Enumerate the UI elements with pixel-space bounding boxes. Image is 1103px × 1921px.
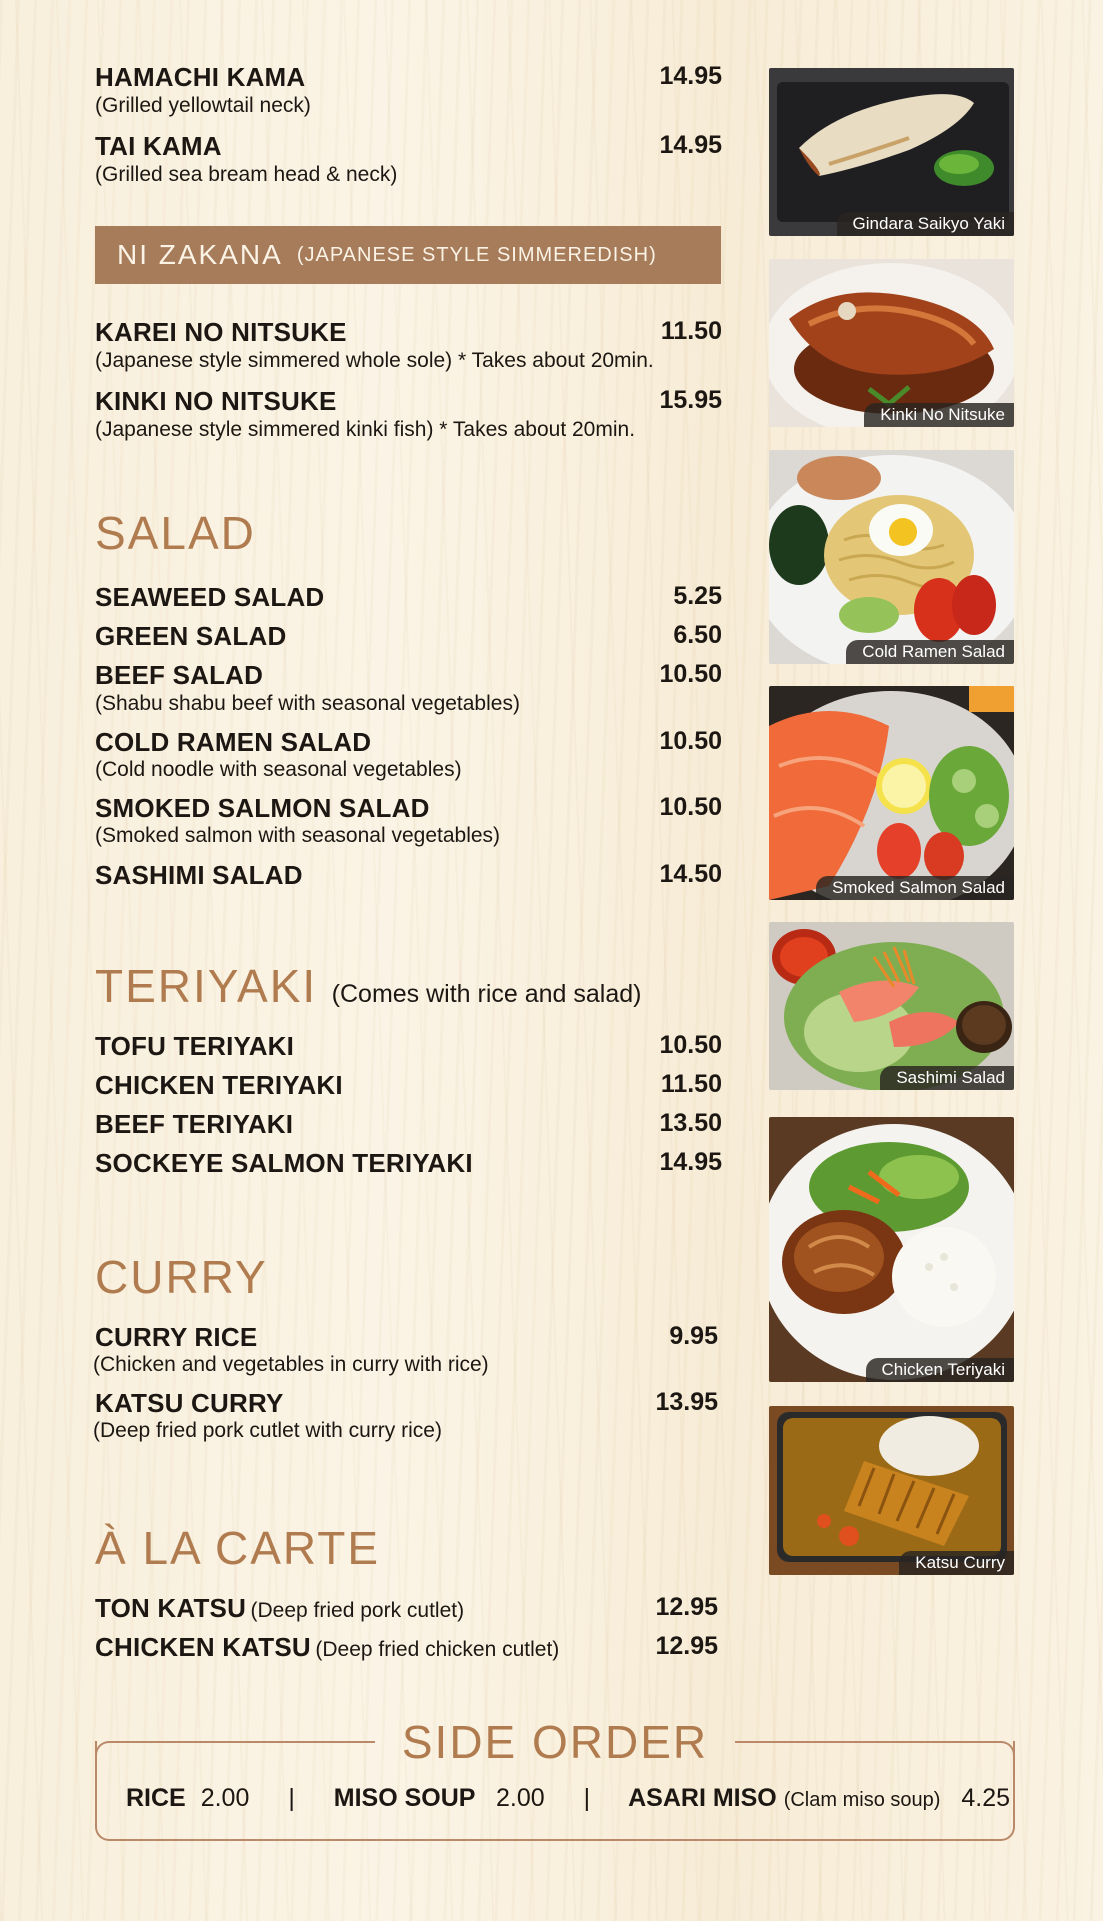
sashimi-salad-photo — [769, 922, 1014, 1090]
menu-item-name: CHICKEN TERIYAKI — [95, 1070, 343, 1100]
photo-caption: Cold Ramen Salad — [846, 640, 1014, 664]
menu-item-name: TON KATSU — [95, 1593, 247, 1623]
menu-item-name: KAREI NO NITSUKE — [95, 317, 347, 347]
photo-caption: Sashimi Salad — [880, 1066, 1014, 1090]
side-item-desc: (Clam miso soup) — [783, 1789, 941, 1811]
menu-item-price: 6.50 — [673, 621, 722, 649]
menu-item-name: SEAWEED SALAD — [95, 582, 325, 612]
menu-item-desc: (Grilled yellowtail neck) — [95, 94, 311, 117]
menu-item-desc: (Smoked salmon with seasonal vegetables) — [95, 824, 501, 847]
menu-item-price: 10.50 — [659, 793, 722, 821]
menu-item-name: BEEF TERIYAKI — [95, 1109, 294, 1139]
menu-item-price: 5.25 — [673, 582, 722, 610]
menu-item-price: 10.50 — [659, 1031, 722, 1059]
side-item-name: MISO SOUP — [333, 1784, 476, 1812]
menu-item-desc: (Deep fried pork cutlet with curry rice) — [93, 1419, 442, 1442]
section-title: NI ZAKANA — [117, 239, 283, 270]
menu-item-name: SASHIMI SALAD — [95, 860, 303, 890]
nizakana-banner — [95, 226, 721, 284]
menu-item-price: 14.95 — [659, 62, 722, 90]
photo-caption: Chicken Teriyaki — [866, 1358, 1014, 1382]
grilled-fish-photo — [769, 68, 1014, 236]
smoked-salmon-salad-photo — [769, 686, 1014, 900]
menu-item-name: KATSU CURRY — [95, 1388, 284, 1418]
side-order-divider — [735, 1741, 991, 1743]
side-item-price: 4.25 — [961, 1784, 1011, 1812]
side-order-row — [126, 1784, 1010, 1813]
menu-item-price: 14.50 — [659, 860, 722, 888]
side-item-name: ASARI MISO — [628, 1784, 777, 1812]
side-item-name: RICE — [126, 1784, 186, 1812]
side-item-price: 2.00 — [495, 1784, 545, 1812]
section-title: SIDE ORDER — [401, 1716, 709, 1768]
menu-item-price: 11.50 — [660, 317, 722, 345]
menu-item-name: COLD RAMEN SALAD — [95, 727, 372, 757]
menu-item-price: 11.50 — [660, 1070, 722, 1098]
menu-item-price: 12.95 — [655, 1632, 718, 1660]
menu-item-price: 14.95 — [659, 1148, 722, 1176]
menu-item-price: 9.95 — [669, 1322, 718, 1350]
side-order-corner — [95, 1741, 121, 1767]
photo-caption: Kinki No Nitsuke — [864, 403, 1014, 427]
menu-item-price: 13.95 — [655, 1388, 718, 1416]
menu-item-price: 12.95 — [655, 1593, 718, 1621]
cold-ramen-salad-photo — [769, 450, 1014, 664]
menu-item-desc: (Deep fried pork cutlet) — [250, 1599, 465, 1622]
menu-item — [95, 1632, 559, 1663]
chicken-teriyaki-photo — [769, 1117, 1014, 1382]
menu-item-desc: (Deep fried chicken cutlet) — [315, 1638, 560, 1661]
menu-item-desc: (Chicken and vegetables in curry with rice) — [93, 1353, 489, 1376]
menu-item-name: GREEN SALAD — [95, 621, 287, 651]
side-item-price: 2.00 — [200, 1784, 250, 1812]
simmered-fish-photo — [769, 259, 1014, 427]
menu-item-desc: (Japanese style simmered kinki fish) * Takes about 20min. — [95, 418, 636, 441]
menu-item-name: TOFU TERIYAKI — [95, 1031, 295, 1061]
menu-item-price: 10.50 — [659, 660, 722, 688]
photo-caption: Smoked Salmon Salad — [816, 876, 1014, 900]
section-title: TERIYAKI — [95, 960, 318, 1012]
menu-item-price: 14.95 — [659, 131, 722, 159]
menu-item-name: SMOKED SALMON SALAD — [95, 793, 430, 823]
menu-item-name: CHICKEN KATSU — [95, 1632, 311, 1662]
katsu-curry-photo — [769, 1406, 1014, 1575]
menu-item-name: HAMACHI KAMA — [95, 62, 306, 92]
photo-caption: Gindara Saikyo Yaki — [837, 212, 1014, 236]
menu-item-price: 15.95 — [659, 386, 722, 414]
side-order-divider — [120, 1741, 375, 1743]
section-subtitle: (JAPANESE STYLE SIMMEREDISH) — [296, 243, 657, 266]
section-title: SALAD — [95, 507, 256, 559]
menu-item-price: 13.50 — [659, 1109, 722, 1137]
menu-item-desc: (Japanese style simmered whole sole) * Takes about 20min. — [95, 349, 654, 372]
menu-item-name: SOCKEYE SALMON TERIYAKI — [95, 1148, 473, 1178]
menu-item-desc: (Grilled sea bream head & neck) — [95, 163, 398, 186]
section-subtitle: (Comes with rice and salad) — [331, 980, 642, 1008]
menu-item-name: KINKI NO NITSUKE — [95, 386, 337, 416]
menu-item-name: BEEF SALAD — [95, 660, 264, 690]
menu-item-name: CURRY RICE — [95, 1322, 258, 1352]
section-title: À LA CARTE — [95, 1522, 381, 1574]
separator: | — [288, 1784, 295, 1812]
photo-caption: Katsu Curry — [899, 1551, 1014, 1575]
menu-item-desc: (Shabu shabu beef with seasonal vegetables) — [95, 692, 520, 715]
menu-item-desc: (Cold noodle with seasonal vegetables) — [95, 758, 462, 781]
menu-item-price: 10.50 — [659, 727, 722, 755]
menu-item — [95, 1593, 464, 1624]
menu-item-name: TAI KAMA — [95, 131, 222, 161]
teriyaki-heading — [95, 959, 642, 1013]
separator: | — [583, 1784, 591, 1812]
side-order-corner — [989, 1741, 1015, 1767]
section-title: CURRY — [95, 1251, 268, 1303]
